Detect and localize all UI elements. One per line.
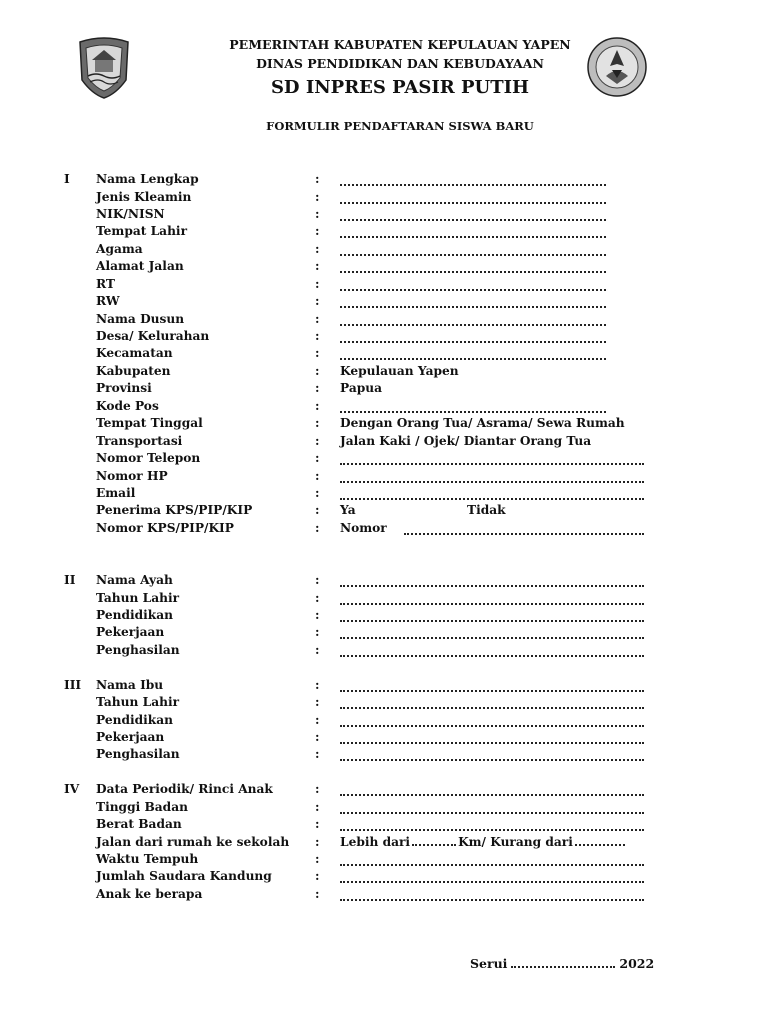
- field-row-data-periodik: [0, 781, 768, 799]
- colon: :: [315, 817, 320, 831]
- colon: :: [315, 294, 320, 308]
- field-label: Tempat Tinggal: [96, 416, 203, 430]
- colon: :: [315, 329, 320, 343]
- field-row-rw: [0, 293, 768, 311]
- field-label: Tempat Lahir: [96, 224, 187, 238]
- fill-in-line[interactable]: [340, 645, 644, 657]
- colon: :: [315, 468, 320, 483]
- fill-in-line[interactable]: [340, 802, 644, 814]
- colon: :: [315, 381, 320, 395]
- field-label: Nama Lengkap: [96, 172, 199, 186]
- field-label: Jenis Kleamin: [96, 189, 192, 204]
- field-label: Alamat Jalan: [96, 259, 184, 273]
- field-row-nomor-kps: [0, 520, 768, 538]
- fill-in-line[interactable]: [340, 279, 606, 291]
- km-kurang-dari-label: Km/ Kurang dari: [458, 834, 573, 849]
- fill-in-line[interactable]: [340, 732, 644, 744]
- colon: :: [315, 520, 320, 535]
- field-row-kabupaten: [0, 363, 768, 381]
- field-row-agama: [0, 241, 768, 259]
- fill-in-line[interactable]: [340, 314, 606, 326]
- field-row-provinsi: [0, 380, 768, 398]
- field-label: Tinggi Badan: [96, 799, 188, 814]
- field-row-penghasilan-ayah: [0, 642, 768, 660]
- colon: :: [315, 799, 320, 814]
- field-label: Penghasilan: [96, 642, 180, 657]
- field-label: Tahun Lahir: [96, 695, 180, 709]
- field-label: Nama Ayah: [96, 573, 173, 587]
- field-row-penghasilan-ibu: [0, 746, 768, 764]
- colon: :: [315, 224, 320, 238]
- colon: :: [315, 433, 320, 448]
- field-label: Nama Ibu: [96, 677, 164, 692]
- option-ya[interactable]: Ya: [340, 503, 356, 517]
- colon: :: [315, 677, 320, 692]
- colon: :: [315, 747, 320, 761]
- field-label: Pendidikan: [96, 712, 173, 727]
- field-row-waktu-tempuh: [0, 851, 768, 869]
- field-row-jumlah-saudara: [0, 868, 768, 886]
- section-numeral: III: [64, 677, 82, 692]
- distance-options: [340, 834, 627, 852]
- field-row-kecamatan: [0, 345, 768, 363]
- fill-in-line[interactable]: [340, 610, 644, 622]
- date-fill-in-line[interactable]: [511, 956, 615, 968]
- nomor-label: Nomor: [340, 520, 387, 535]
- colon: :: [315, 241, 320, 256]
- fill-in-line[interactable]: [412, 834, 456, 846]
- colon: :: [315, 363, 320, 378]
- field-row-nama-ibu: [0, 677, 768, 695]
- field-row-nik-nisn: [0, 206, 768, 224]
- fill-in-line[interactable]: [340, 401, 606, 413]
- colon: :: [315, 311, 320, 326]
- field-row-alamat-jalan: [0, 258, 768, 276]
- colon: :: [315, 172, 320, 186]
- field-row-transportasi: [0, 433, 768, 451]
- fill-in-line[interactable]: [340, 627, 644, 639]
- fill-in-line[interactable]: [340, 819, 644, 831]
- section-numeral: II: [64, 573, 76, 587]
- field-options[interactable]: Dengan Orang Tua/ Asrama/ Sewa Rumah: [340, 416, 625, 430]
- field-row-email: [0, 485, 768, 503]
- field-label: Waktu Tempuh: [96, 852, 199, 866]
- section-numeral: I: [64, 172, 70, 186]
- field-label: Penerima KPS/PIP/KIP: [96, 503, 253, 517]
- field-row-kode-pos: [0, 398, 768, 416]
- colon: :: [315, 486, 320, 500]
- lebih-dari-label: Lebih dari: [340, 834, 411, 849]
- fill-in-line[interactable]: [340, 854, 644, 866]
- year-label: 2022: [619, 956, 655, 971]
- colon: :: [315, 346, 320, 360]
- field-label: Pekerjaan: [96, 730, 165, 744]
- field-label: Data Periodik/ Rinci Anak: [96, 782, 273, 796]
- field-label: Kabupaten: [96, 363, 171, 378]
- colon: :: [315, 782, 320, 796]
- field-label: Anak ke berapa: [96, 886, 203, 901]
- fill-in-line[interactable]: [340, 331, 606, 343]
- government-header: PEMERINTAH KABUPATEN KEPULAUAN YAPEN: [229, 37, 571, 52]
- field-row-pendidikan-ayah: [0, 607, 768, 625]
- colon: :: [315, 886, 320, 901]
- colon: :: [315, 590, 320, 605]
- colon: :: [315, 608, 320, 622]
- fill-in-line[interactable]: [340, 889, 644, 901]
- colon: :: [315, 259, 320, 273]
- field-row-berat-badan: [0, 816, 768, 834]
- field-row-anak-ke: [0, 886, 768, 904]
- colon: :: [315, 869, 320, 883]
- fill-in-line[interactable]: [340, 244, 606, 256]
- field-row-pekerjaan-ayah: [0, 624, 768, 642]
- field-row-desa: [0, 328, 768, 346]
- fill-in-line[interactable]: [340, 593, 644, 605]
- fill-in-line[interactable]: [340, 296, 606, 308]
- field-row-tinggi-badan: [0, 799, 768, 817]
- school-name: SD INPRES PASIR PUTIH: [270, 77, 530, 98]
- field-row-tempat-lahir: [0, 223, 768, 241]
- field-label: Nama Dusun: [96, 311, 185, 326]
- field-row-pekerjaan-ibu: [0, 729, 768, 747]
- fill-in-line[interactable]: [340, 575, 644, 587]
- colon: :: [315, 712, 320, 727]
- department-header: DINAS PENDIDIKAN DAN KEBUDAYAAN: [256, 56, 544, 71]
- field-label: Email: [96, 486, 136, 500]
- field-label: Nomor KPS/PIP/KIP: [96, 520, 234, 535]
- field-row-tahun-lahir-ibu: [0, 694, 768, 712]
- fill-in-line[interactable]: [340, 749, 644, 761]
- colon: :: [315, 573, 320, 587]
- field-label: Jumlah Saudara Kandung: [96, 869, 272, 883]
- field-value: Papua: [340, 381, 383, 395]
- field-label: Provinsi: [96, 381, 152, 395]
- colon: :: [315, 451, 320, 465]
- fill-in-line[interactable]: [340, 784, 644, 796]
- field-row-jarak: [0, 834, 768, 852]
- colon: :: [315, 207, 320, 221]
- field-value: Kepulauan Yapen: [340, 363, 459, 378]
- field-label: RW: [96, 294, 120, 308]
- colon: :: [315, 503, 320, 517]
- field-label: Nomor HP: [96, 468, 168, 483]
- field-row-rt: [0, 276, 768, 294]
- signature-date-line: [470, 956, 654, 971]
- field-row-jenis-kelamin: [0, 189, 768, 207]
- fill-in-line[interactable]: [340, 261, 606, 273]
- colon: :: [315, 189, 320, 204]
- field-row-pendidikan-ibu: [0, 712, 768, 730]
- kabupaten-emblem-icon: [76, 36, 132, 100]
- colon: :: [315, 852, 320, 866]
- colon: :: [315, 276, 320, 291]
- field-label: Berat Badan: [96, 817, 182, 831]
- fill-in-line[interactable]: [340, 453, 644, 465]
- colon: :: [315, 625, 320, 639]
- fill-in-line[interactable]: [340, 226, 606, 238]
- section-numeral: IV: [64, 782, 80, 796]
- field-row-nama-lengkap: [0, 171, 768, 189]
- field-row-tahun-lahir-ayah: [0, 590, 768, 608]
- colon: :: [315, 695, 320, 709]
- colon: :: [315, 642, 320, 657]
- colon: :: [315, 834, 320, 849]
- fill-in-line[interactable]: [575, 834, 625, 846]
- field-row-nama-ayah: [0, 572, 768, 590]
- fill-in-line[interactable]: [340, 871, 644, 883]
- field-label: Nomor Telepon: [96, 451, 201, 465]
- field-row-tempat-tinggal: [0, 415, 768, 433]
- field-label: Penghasilan: [96, 747, 180, 761]
- fill-in-line[interactable]: [340, 680, 644, 692]
- field-row-nama-dusun: [0, 311, 768, 329]
- field-options[interactable]: Jalan Kaki / Ojek/ Diantar Orang Tua: [340, 433, 592, 448]
- field-label: RT: [96, 276, 115, 291]
- fill-in-line[interactable]: [340, 192, 606, 204]
- field-label: NIK/NISN: [96, 207, 165, 221]
- field-label: Pendidikan: [96, 608, 173, 622]
- fill-in-line[interactable]: [340, 715, 644, 727]
- field-row-penerima-kps: [0, 502, 768, 520]
- field-label: Desa/ Kelurahan: [96, 329, 210, 343]
- field-row-nomor-hp: [0, 468, 768, 486]
- fill-in-line[interactable]: [340, 348, 606, 360]
- field-label: Kode Pos: [96, 398, 159, 413]
- form-title: FORMULIR PENDAFTARAN SISWA BARU: [266, 119, 534, 133]
- fill-in-line[interactable]: [404, 523, 644, 535]
- option-tidak[interactable]: Tidak: [467, 503, 506, 517]
- field-label: Transportasi: [96, 433, 183, 448]
- colon: :: [315, 416, 320, 430]
- place-label: Serui: [470, 956, 508, 971]
- field-label: Pekerjaan: [96, 625, 165, 639]
- fill-in-line[interactable]: [340, 174, 606, 186]
- fill-in-line[interactable]: [340, 697, 644, 709]
- fill-in-line[interactable]: [340, 209, 606, 221]
- field-label: Jalan dari rumah ke sekolah: [96, 834, 290, 849]
- field-label: Agama: [96, 241, 143, 256]
- colon: :: [315, 398, 320, 413]
- field-row-nomor-telepon: [0, 450, 768, 468]
- fill-in-line[interactable]: [340, 488, 644, 500]
- field-label: Kecamatan: [96, 346, 173, 360]
- field-label: Tahun Lahir: [96, 590, 180, 605]
- fill-in-line[interactable]: [340, 471, 644, 483]
- colon: :: [315, 730, 320, 744]
